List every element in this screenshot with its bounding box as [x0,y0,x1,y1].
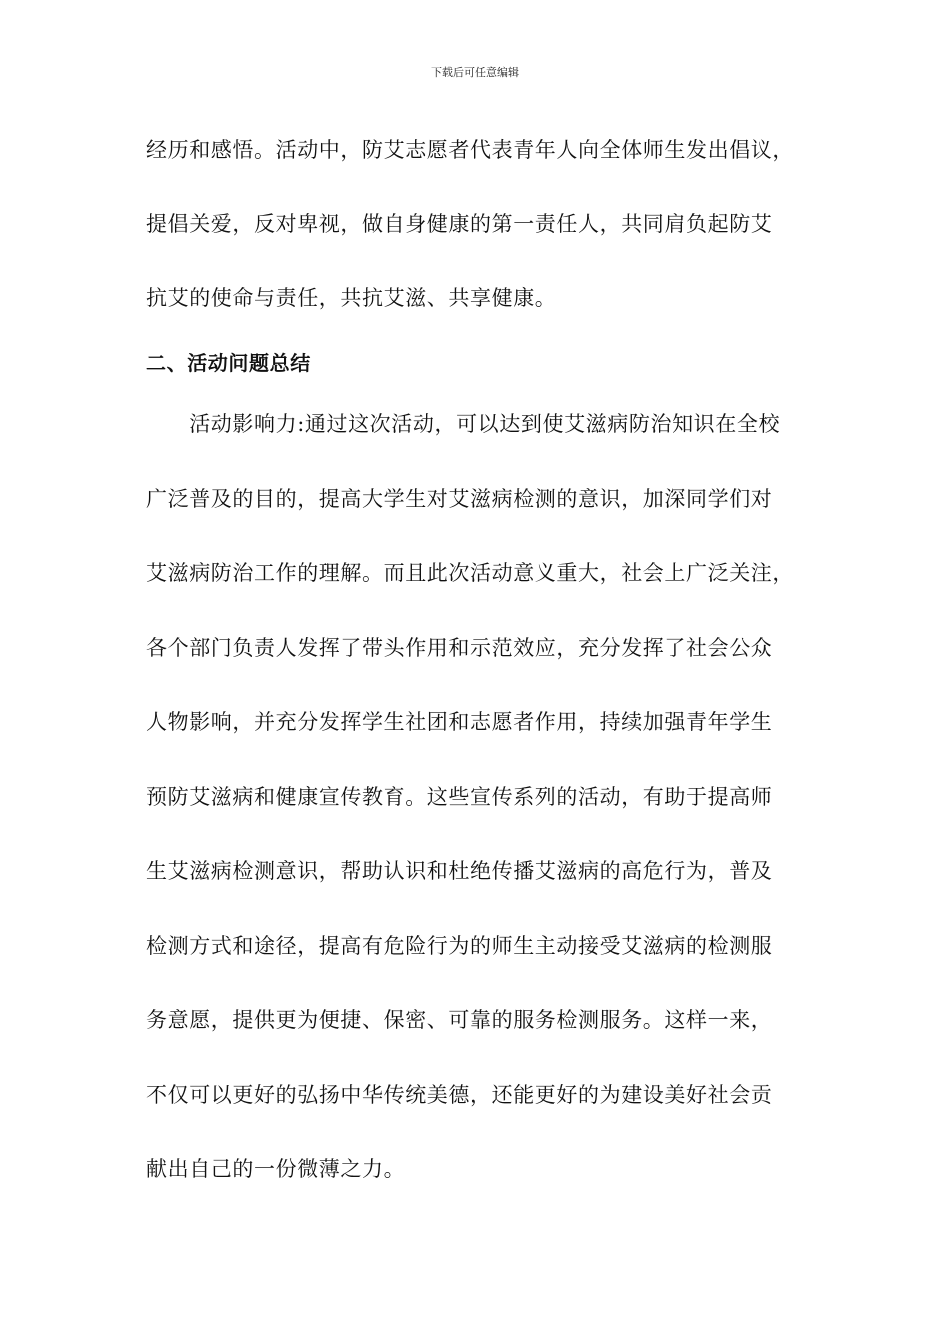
body-line: 各个部门负责人发挥了带头作用和示范效应，充分发挥了社会公众 [146,636,773,660]
body-line: 生艾滋病检测意识，帮助认识和杜绝传播艾滋病的高危行为，普及 [146,859,773,883]
body-line: 艾滋病防治工作的理解。而且此次活动意义重大，社会上广泛关注， [146,561,794,585]
body-line: 提倡关爱，反对卑视，做自身健康的第一责任人，共同肩负起防艾 [146,212,773,236]
page-header: 下载后可任意编辑 [431,66,519,79]
body-line: 预防艾滋病和健康宣传教育。这些宣传系列的活动，有助于提高师 [146,785,773,809]
body-line: 献出自己的一份微薄之力。 [146,1157,406,1181]
body-line: 广泛普及的目的，提高大学生对艾滋病检测的意识，加深同学们对 [146,487,773,511]
body-line: 活动影响力:通过这次活动，可以达到使艾滋病防治知识在全校 [146,412,781,436]
body-line: 不仅可以更好的弘扬中华传统美德，还能更好的为建设美好社会贡 [146,1083,773,1107]
body-line: 检测方式和途径，提高有危险行为的师生主动接受艾滋病的检测服 [146,934,773,958]
body-line: 人物影响，并充分发挥学生社团和志愿者作用，持续加强青年学生 [146,710,773,734]
body-line: 经历和感悟。活动中，防艾志愿者代表青年人向全体师生发出倡议， [146,138,794,162]
section-heading: 二、活动问题总结 [146,351,311,375]
body-line: 务意愿，提供更为便捷、保密、可靠的服务检测服务。这样一来， [146,1008,773,1032]
body-line: 抗艾的使命与责任，共抗艾滋、共享健康。 [146,286,557,310]
